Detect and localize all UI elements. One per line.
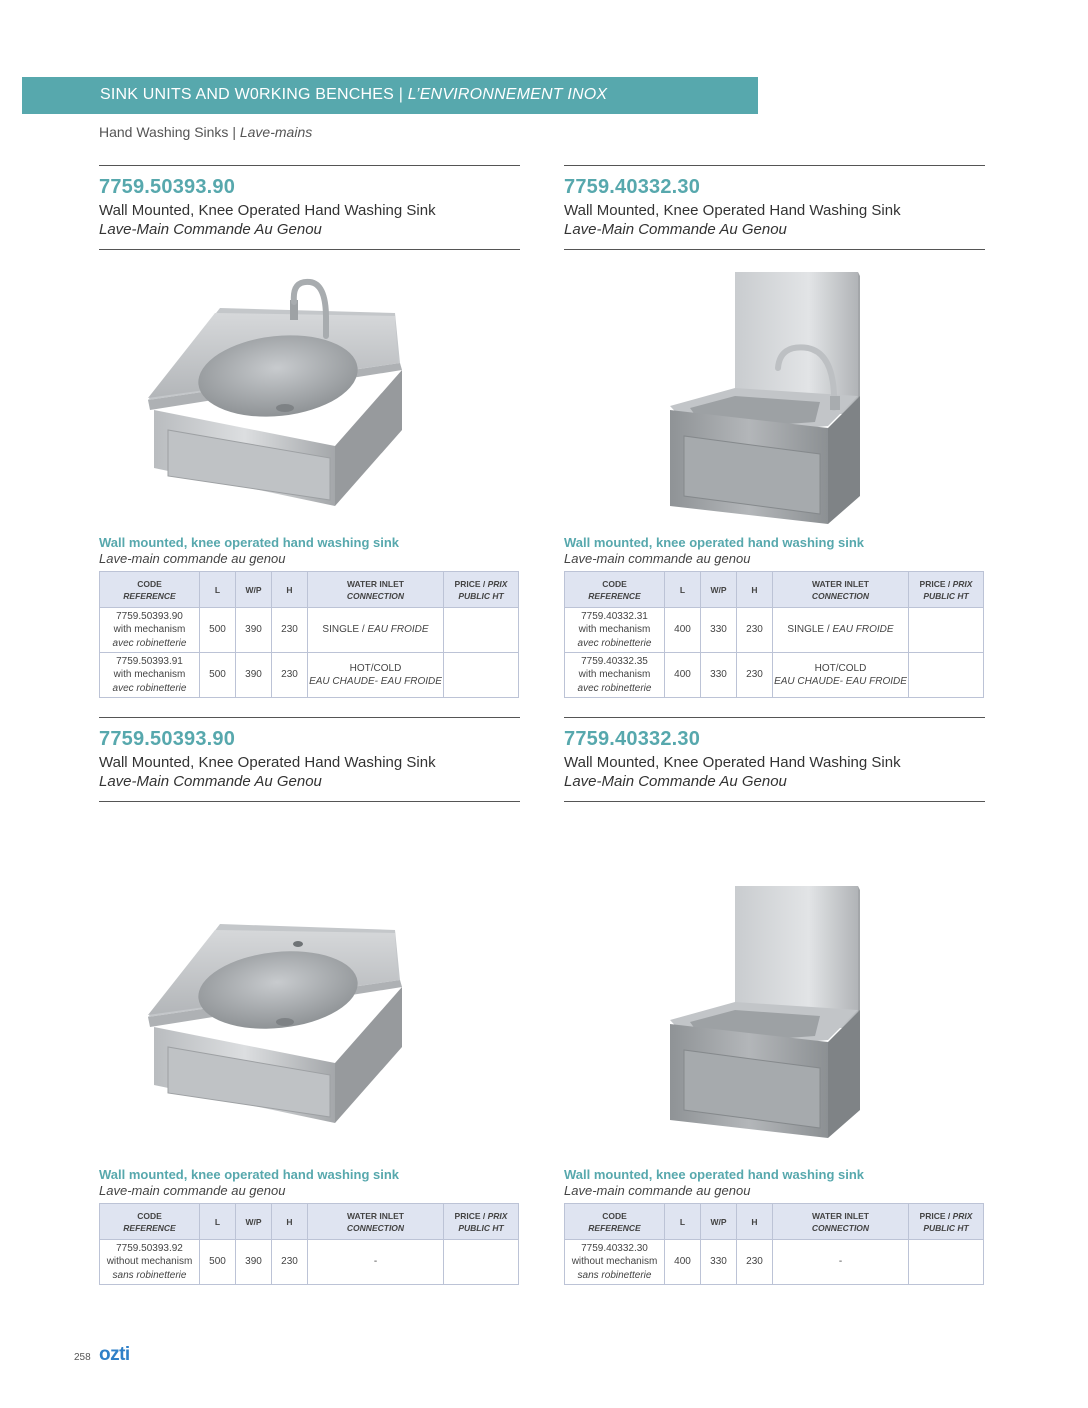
col-header-water-inlet: WATER INLET CONNECTION	[308, 572, 444, 608]
divider	[99, 801, 520, 802]
table-row	[100, 608, 519, 653]
cell-reference: 7759.40332.31 with mechanism avec robinetterie	[565, 608, 665, 653]
col-header-code: CODE REFERENCE	[565, 572, 665, 608]
spec-table	[564, 1203, 984, 1285]
col-header-price: PRICE / PRIX PUBLIC HT	[909, 1204, 984, 1240]
table-header-row	[565, 1204, 984, 1240]
product-title-fr: Lave-Main Commande Au Genou	[99, 221, 322, 238]
product-title-en: Wall Mounted, Knee Operated Hand Washing Sink	[99, 754, 436, 771]
product-caption-en: Wall mounted, knee operated hand washing sink	[99, 1167, 400, 1182]
cell-wp: 390	[236, 608, 272, 653]
cell-l: 400	[665, 608, 701, 653]
cell-reference: 7759.40332.35 with mechanism avec robinetterie	[565, 653, 665, 698]
divider	[99, 249, 520, 250]
cell-price	[909, 653, 984, 698]
col-header-water-inlet: WATER INLET CONNECTION	[308, 1204, 444, 1240]
product-code: 7759.50393.90	[99, 176, 236, 198]
banner-title	[100, 86, 607, 104]
cell-h: 230	[272, 653, 308, 698]
brand-logo: ozti	[99, 1344, 130, 1365]
product-image-square-sink-with-splashback	[660, 882, 870, 1144]
product-title-fr: Lave-Main Commande Au Genou	[564, 773, 787, 790]
product-code: 7759.40332.30	[564, 176, 701, 198]
col-header-price: PRICE / PRIX PUBLIC HT	[909, 572, 984, 608]
product-caption-en: Wall mounted, knee operated hand washing sink	[564, 1167, 865, 1182]
cell-reference: 7759.50393.91 with mechanism avec robinetterie	[100, 653, 200, 698]
cell-h: 230	[737, 1240, 773, 1285]
product-code: 7759.40332.30	[564, 728, 701, 750]
col-header-h: H	[272, 572, 308, 608]
col-header-h: H	[737, 1204, 773, 1240]
category-subheading	[99, 124, 312, 140]
col-header-price: PRICE / PRIX PUBLIC HT	[444, 572, 519, 608]
cell-h: 230	[272, 1240, 308, 1285]
product-caption-fr: Lave-main commande au genou	[99, 551, 286, 566]
banner-separator: |	[398, 86, 404, 103]
cell-wp: 390	[236, 653, 272, 698]
table-row	[565, 653, 984, 698]
cell-reference: 7759.50393.90 with mechanism avec robinetterie	[100, 608, 200, 653]
cell-price	[909, 1240, 984, 1285]
subhead-separator: |	[232, 124, 236, 140]
divider	[564, 165, 985, 166]
table-header-row	[100, 1204, 519, 1240]
banner-title-en: SINK UNITS AND W0RKING BENCHES	[100, 86, 395, 103]
subhead-en: Hand Washing Sinks	[99, 124, 229, 140]
divider	[564, 801, 985, 802]
banner-title-fr: L’ENVIRONNEMENT INOX	[407, 86, 608, 103]
table-header-row	[100, 572, 519, 608]
col-header-wp: W/P	[701, 572, 737, 608]
product-title-fr: Lave-Main Commande Au Genou	[99, 773, 322, 790]
product-image-oval-sink-without-tap	[140, 922, 410, 1132]
cell-l: 500	[200, 608, 236, 653]
cell-water-inlet: -	[308, 1240, 444, 1285]
subhead-fr: Lave-mains	[239, 124, 313, 140]
divider	[99, 165, 520, 166]
col-header-wp: W/P	[701, 1204, 737, 1240]
cell-h: 230	[737, 653, 773, 698]
product-code: 7759.50393.90	[99, 728, 236, 750]
table-row	[100, 1240, 519, 1285]
divider	[99, 717, 520, 718]
product-title-en: Wall Mounted, Knee Operated Hand Washing Sink	[99, 202, 436, 219]
cell-price	[444, 653, 519, 698]
cell-wp: 330	[701, 653, 737, 698]
col-header-wp: W/P	[236, 1204, 272, 1240]
cell-wp: 330	[701, 1240, 737, 1285]
section-banner	[22, 77, 758, 114]
cell-l: 400	[665, 653, 701, 698]
cell-water-inlet: SINGLE / EAU FROIDE	[308, 608, 444, 653]
product-image-oval-sink-with-tap	[140, 278, 410, 518]
product-caption-fr: Lave-main commande au genou	[564, 1183, 751, 1198]
divider	[564, 717, 985, 718]
col-header-code: CODE REFERENCE	[100, 1204, 200, 1240]
cell-price	[444, 1240, 519, 1285]
cell-h: 230	[272, 608, 308, 653]
cell-water-inlet: HOT/COLD EAU CHAUDE- EAU FROIDE	[308, 653, 444, 698]
col-header-l: L	[200, 572, 236, 608]
page-number: 258	[74, 1352, 91, 1363]
table-row	[100, 653, 519, 698]
col-header-l: L	[200, 1204, 236, 1240]
product-caption-fr: Lave-main commande au genou	[564, 551, 751, 566]
product-title-en: Wall Mounted, Knee Operated Hand Washing Sink	[564, 202, 901, 219]
cell-wp: 390	[236, 1240, 272, 1285]
product-title-en: Wall Mounted, Knee Operated Hand Washing Sink	[564, 754, 901, 771]
spec-table	[564, 571, 984, 698]
product-caption-en: Wall mounted, knee operated hand washing sink	[564, 535, 865, 550]
cell-water-inlet: HOT/COLD EAU CHAUDE- EAU FROIDE	[773, 653, 909, 698]
cell-l: 500	[200, 653, 236, 698]
col-header-water-inlet: WATER INLET CONNECTION	[773, 572, 909, 608]
product-caption-fr: Lave-main commande au genou	[99, 1183, 286, 1198]
cell-reference: 7759.40332.30 without mechanism sans robinetterie	[565, 1240, 665, 1285]
cell-water-inlet: -	[773, 1240, 909, 1285]
cell-wp: 330	[701, 608, 737, 653]
col-header-l: L	[665, 1204, 701, 1240]
col-header-h: H	[272, 1204, 308, 1240]
col-header-h: H	[737, 572, 773, 608]
cell-l: 400	[665, 1240, 701, 1285]
table-row	[565, 1240, 984, 1285]
spec-table	[99, 571, 519, 698]
col-header-l: L	[665, 572, 701, 608]
product-caption-en: Wall mounted, knee operated hand washing sink	[99, 535, 400, 550]
divider	[564, 249, 985, 250]
cell-h: 230	[737, 608, 773, 653]
col-header-code: CODE REFERENCE	[100, 572, 200, 608]
cell-water-inlet: SINGLE / EAU FROIDE	[773, 608, 909, 653]
cell-price	[909, 608, 984, 653]
col-header-price: PRICE / PRIX PUBLIC HT	[444, 1204, 519, 1240]
table-header-row	[565, 572, 984, 608]
col-header-water-inlet: WATER INLET CONNECTION	[773, 1204, 909, 1240]
col-header-code: CODE REFERENCE	[565, 1204, 665, 1240]
spec-table	[99, 1203, 519, 1285]
col-header-wp: W/P	[236, 572, 272, 608]
cell-l: 500	[200, 1240, 236, 1285]
cell-price	[444, 608, 519, 653]
product-title-fr: Lave-Main Commande Au Genou	[564, 221, 787, 238]
product-image-square-sink-with-splashback-and-tap	[660, 268, 870, 530]
cell-reference: 7759.50393.92 without mechanism sans robinetterie	[100, 1240, 200, 1285]
table-row	[565, 608, 984, 653]
